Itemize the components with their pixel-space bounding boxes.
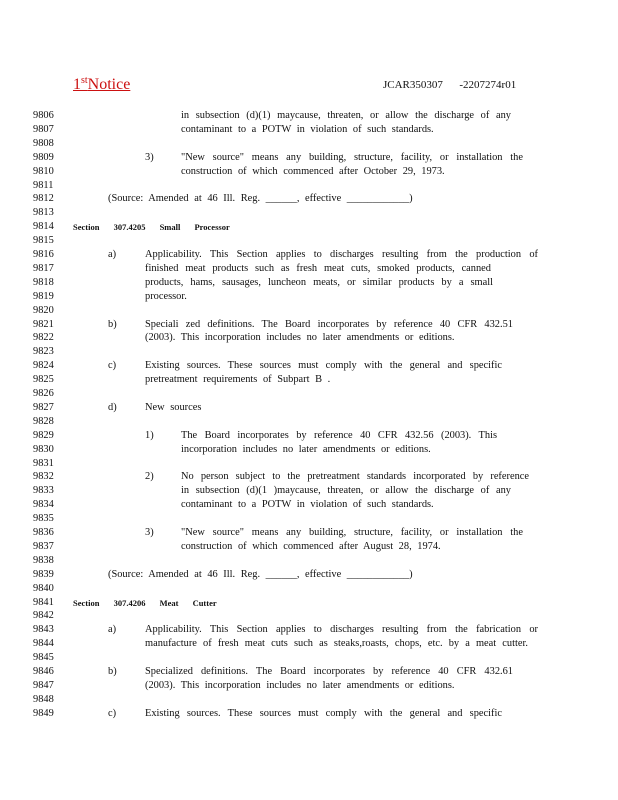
line-number: 9823	[33, 346, 54, 358]
line-number: 9844	[33, 638, 54, 650]
line-row	[0, 137, 618, 151]
line-number: 9846	[33, 666, 54, 677]
list-marker: 2)	[145, 471, 154, 483]
section-heading: Section 307.4205 Small Processor	[73, 222, 230, 233]
line-row	[0, 345, 618, 359]
line-number: 9815	[33, 235, 54, 247]
line-text: processor.	[145, 290, 187, 302]
line-row	[0, 623, 618, 637]
line-row	[0, 109, 618, 123]
list-marker: 3)	[145, 151, 154, 163]
line-row	[0, 401, 618, 415]
line-row	[0, 596, 618, 610]
list-marker: 3)	[145, 527, 154, 538]
line-number: 9822	[33, 332, 54, 344]
section-heading: Section 307.4206 Meat Cutter	[73, 597, 217, 608]
notice-word: Notice	[87, 76, 131, 93]
line-number: 9829	[33, 429, 54, 441]
line-number: 9839	[33, 568, 54, 580]
line-text: Specialized definitions. The Board incorporates by reference 40 CFR 432.61	[145, 666, 513, 677]
list-marker: b)	[108, 666, 117, 677]
line-row	[0, 665, 618, 679]
line-number: 9845	[33, 652, 54, 664]
line-number: 9836	[33, 527, 54, 538]
line-text: (2003). This incorporation includes no later amendments or editions.	[145, 679, 455, 691]
line-number: 9838	[33, 554, 54, 566]
line-number: 9841	[33, 596, 54, 608]
line-number: 9842	[33, 610, 54, 622]
list-marker: c)	[108, 360, 117, 372]
line-row	[0, 290, 618, 304]
line-text: in subsection (d)(1) maycause, threaten, or allow the discharge of any	[181, 110, 511, 121]
line-row	[0, 415, 618, 429]
line-row	[0, 179, 618, 193]
line-row	[0, 429, 618, 443]
list-marker: c)	[108, 707, 117, 719]
line-text: Speciali zed definitions. The Board incorporates by reference 40 CFR 432.51	[145, 318, 513, 330]
line-text: contaminant to a POTW in violation of such standards.	[181, 123, 434, 135]
line-text: No person subject to the pretreatment standards incorporated by reference	[181, 471, 529, 483]
line-text: Applicability. This Section applies to discharges resulting from the production of	[145, 249, 538, 260]
line-text: Existing sources. These sources must comply with the general and specific	[145, 360, 502, 372]
line-text: Existing sources. These sources must comply with the general and specific	[145, 707, 502, 719]
line-number: 9831	[33, 457, 54, 469]
line-text: products, hams, sausages, luncheon meats, or similar products by a small	[145, 276, 493, 288]
list-marker: a)	[108, 624, 117, 636]
line-row	[0, 276, 618, 290]
line-number: 9843	[33, 624, 54, 636]
line-row	[0, 359, 618, 373]
line-number: 9814	[33, 221, 54, 233]
line-text: finished meat products such as fresh meat cuts, smoked products, canned	[145, 262, 491, 274]
line-row	[0, 554, 618, 568]
line-row	[0, 248, 618, 262]
line-text: manufacture of fresh meat cuts such as steaks,roasts, chops, etc. by a meat cutter.	[145, 638, 528, 650]
list-marker: b)	[108, 318, 117, 330]
line-number: 9824	[33, 360, 54, 372]
line-row	[0, 568, 618, 582]
line-number: 9813	[33, 207, 54, 219]
line-number: 9834	[33, 499, 54, 511]
line-row	[0, 331, 618, 345]
line-number: 9812	[33, 193, 54, 205]
line-text: New sources	[145, 401, 202, 413]
line-row	[0, 304, 618, 318]
line-row	[0, 457, 618, 471]
line-row	[0, 373, 618, 387]
line-number: 9835	[33, 513, 54, 525]
line-row	[0, 165, 618, 179]
line-number: 9810	[33, 165, 54, 177]
line-text: Applicability. This Section applies to discharges resulting from the fabrication or	[145, 624, 538, 636]
line-number: 9808	[33, 137, 54, 149]
line-row	[0, 151, 618, 165]
line-text: "New source" means any building, structure, facility, or installation the	[181, 527, 523, 538]
line-number: 9811	[33, 179, 54, 191]
line-number: 9818	[33, 276, 54, 288]
line-number: 9837	[33, 540, 54, 552]
line-row	[0, 318, 618, 332]
line-number: 9832	[33, 471, 54, 483]
line-number: 9820	[33, 304, 54, 316]
line-number: 9840	[33, 582, 54, 594]
line-number: 9828	[33, 415, 54, 427]
line-number: 9807	[33, 123, 54, 135]
line-text: incorporation includes no later amendments or editions.	[181, 443, 431, 455]
line-number: 9827	[33, 401, 54, 413]
line-text: pretreatment requirements of Subpart B .	[145, 374, 331, 386]
line-row	[0, 707, 618, 721]
line-text: construction of which commenced after August 28, 1974.	[181, 540, 441, 552]
list-marker: a)	[108, 249, 117, 260]
line-number: 9817	[33, 262, 54, 274]
line-text: (2003). This incorporation includes no later amendments or editions.	[145, 332, 455, 344]
line-number: 9830	[33, 443, 54, 455]
line-row	[0, 582, 618, 596]
notice-superscript: 1st	[73, 75, 88, 93]
line-text: (Source: Amended at 46 Ill. Reg. ______, effective ____________)	[108, 568, 413, 580]
line-row	[0, 498, 618, 512]
line-row	[0, 192, 618, 206]
line-number: 9806	[33, 110, 54, 121]
line-row	[0, 470, 618, 484]
line-row	[0, 234, 618, 248]
line-row	[0, 609, 618, 623]
line-text: (Source: Amended at 46 Ill. Reg. ______, effective ____________)	[108, 193, 413, 205]
list-marker: 1)	[145, 429, 154, 441]
line-number: 9825	[33, 374, 54, 386]
line-number: 9821	[33, 318, 54, 330]
line-text: The Board incorporates by reference 40 CFR 432.56 (2003). This	[181, 429, 497, 441]
line-number: 9816	[33, 249, 54, 260]
line-row	[0, 484, 618, 498]
document-id: JCAR350307 -2207274r01	[383, 79, 517, 91]
line-row	[0, 540, 618, 554]
line-row	[0, 637, 618, 651]
line-row	[0, 693, 618, 707]
line-number: 9833	[33, 485, 54, 497]
line-row	[0, 220, 618, 234]
line-number: 9848	[33, 693, 54, 705]
line-text: "New source" means any building, structure, facility, or installation the	[181, 151, 523, 163]
line-row	[0, 443, 618, 457]
line-text: construction of which commenced after October 29, 1973.	[181, 165, 445, 177]
line-row	[0, 262, 618, 276]
line-row	[0, 387, 618, 401]
line-row	[0, 651, 618, 665]
list-marker: d)	[108, 401, 117, 413]
line-text: in subsection (d)(1 )maycause, threaten, or allow the discharge of any	[181, 485, 511, 497]
line-number: 9809	[33, 151, 54, 163]
line-number: 9826	[33, 388, 54, 399]
notice-label	[73, 75, 130, 94]
line-row	[0, 123, 618, 137]
line-number: 9849	[33, 707, 54, 719]
line-number: 9819	[33, 290, 54, 302]
line-row	[0, 512, 618, 526]
line-number: 9847	[33, 679, 54, 691]
line-row	[0, 526, 618, 540]
line-row	[0, 206, 618, 220]
line-text: contaminant to a POTW in violation of such standards.	[181, 499, 434, 511]
line-row	[0, 679, 618, 693]
